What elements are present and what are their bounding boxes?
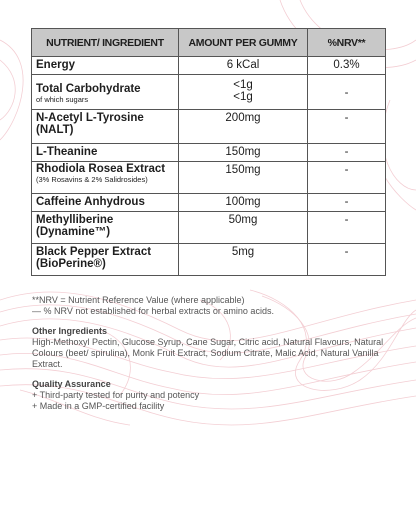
table-row <box>32 162 386 194</box>
table-row <box>32 144 386 162</box>
ingredient-name: Methylliberine (Dynamine™) <box>32 212 179 244</box>
table-row <box>32 194 386 212</box>
ingredient-name: L-Theanine <box>32 144 179 162</box>
ingredient-subnote: of which sugars <box>36 95 89 104</box>
ingredient-name: Total Carbohydrate of which sugars <box>32 75 179 110</box>
amount-cell: 50mg <box>179 212 308 244</box>
nrv-cell: - <box>308 244 386 276</box>
ingredient-name: Caffeine Anhydrous <box>32 194 179 212</box>
amount-cell: 150mg <box>179 162 308 194</box>
ingredient-name: N-Acetyl L-Tyrosine (NALT) <box>32 110 179 144</box>
header-amount: AMOUNT PER GUMMY <box>179 29 308 57</box>
nutrition-table <box>31 28 386 276</box>
ingredient-name: Energy <box>32 57 179 75</box>
nrv-note: **NRV = Nutrient Reference Value (where applicable) <box>32 295 245 305</box>
footnotes <box>32 295 392 412</box>
nrv-cell: - <box>308 194 386 212</box>
amount-cell: 100mg <box>179 194 308 212</box>
table-row <box>32 244 386 276</box>
nrv-note-detail: — % NRV not established for herbal extracts or amino acids. <box>32 306 274 316</box>
qa-item: + Third-party tested for purity and potency <box>32 390 200 400</box>
amount-cell: <1g <1g <box>179 75 308 110</box>
table-header-row <box>32 29 386 57</box>
table-row <box>32 110 386 144</box>
other-ingredients-text: High-Methoxyl Pectin, Glucose Syrup, Cane Sugar, Citric acid, Natural Flavours, Natural Colours (beet/ spirulina), Monk Fruit Extract, Sodium Citrate, Malic Acid, Natural Vanilla Extract. <box>32 337 384 369</box>
nrv-cell: - <box>308 162 386 194</box>
quality-assurance-title: Quality Assurance <box>32 379 111 389</box>
ingredient-name: Rhodiola Rosea Extract (3% Rosavins & 2% Salidrosides) <box>32 162 179 194</box>
nrv-cell: - <box>308 110 386 144</box>
nrv-cell: - <box>308 212 386 244</box>
nrv-cell: 0.3% <box>308 57 386 75</box>
table-row <box>32 57 386 75</box>
amount-cell: 150mg <box>179 144 308 162</box>
other-ingredients-title: Other Ingredients <box>32 326 108 336</box>
amount-cell: 5mg <box>179 244 308 276</box>
amount-cell: 200mg <box>179 110 308 144</box>
amount-cell: 6 kCal <box>179 57 308 75</box>
qa-item: + Made in a GMP-certified facility <box>32 401 165 411</box>
header-ingredient: NUTRIENT/ INGREDIENT <box>32 29 179 57</box>
ingredient-name: Black Pepper Extract (BioPerine®) <box>32 244 179 276</box>
table-row <box>32 75 386 110</box>
ingredient-subnote: (3% Rosavins & 2% Salidrosides) <box>36 175 148 184</box>
nrv-cell: - <box>308 144 386 162</box>
header-nrv: %NRV** <box>308 29 386 57</box>
table-row <box>32 212 386 244</box>
nrv-cell: - <box>308 75 386 110</box>
